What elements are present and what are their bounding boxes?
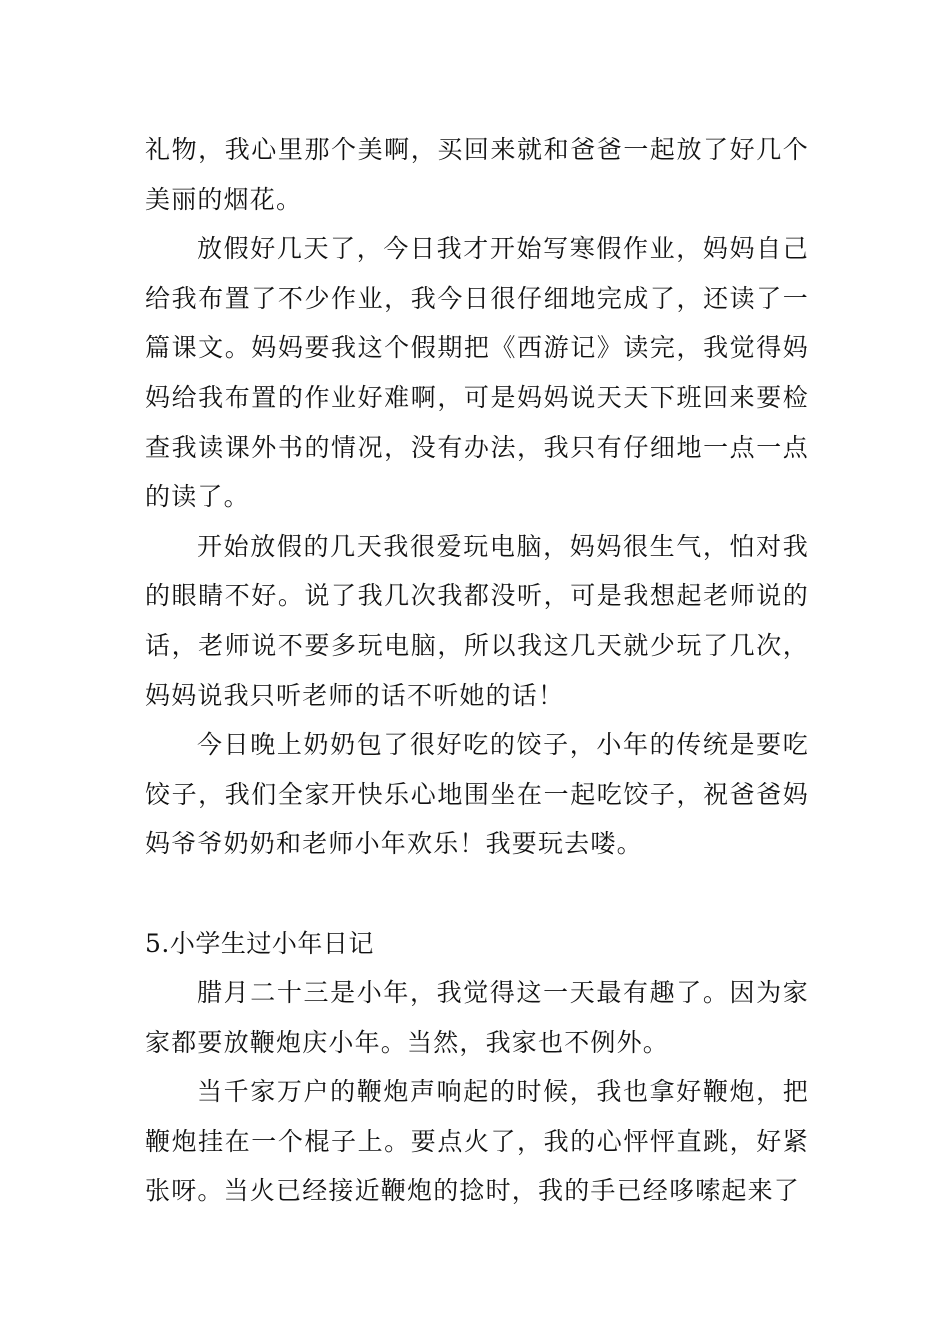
paragraph-4: 今日晚上奶奶包了很好吃的饺子，小年的传统是要吃饺子，我们全家开快乐心地围坐在一起吃饺子，祝爸爸妈妈爷爷奶奶和老师小年欢乐！我要玩去喽。 — [145, 730, 809, 859]
paragraph-6: 当千家万户的鞭炮声响起的时候，我也拿好鞭炮，把鞭炮挂在一个棍子上。要点火了，我的心怦怦直跳，好紧张呀。当火已经接近鞭炮的捻时，我的手已经哆嗦起来了 — [145, 1077, 809, 1206]
section-heading: 5.小学生过小年日记 — [145, 928, 374, 958]
paragraph-2: 放假好几天了，今日我才开始写寒假作业，妈妈自己给我布置了不少作业，我今日很仔细地完成了，还读了一篇课文。妈妈要我这个假期把《西游记》读完，我觉得妈妈给我布置的作业好难啊，可是妈妈说天天下班回来要检查我读课外书的情况，没有办法，我只有仔细地一点一点的读了。 — [145, 234, 809, 512]
section-spacer — [145, 869, 809, 919]
paragraph-5: 腊月二十三是小年，我觉得这一天最有趣了。因为家家都要放鞭炮庆小年。当然，我家也不例外。 — [145, 978, 809, 1057]
paragraph-3: 开始放假的几天我很爱玩电脑，妈妈很生气，怕对我的眼睛不好。说了我几次我都没听，可是我想起老师说的话，老师说不要多玩电脑，所以我这几天就少玩了几次，妈妈说我只听老师的话不听她的话！ — [145, 531, 809, 710]
document-body — [145, 125, 809, 1216]
paragraph-1: 礼物，我心里那个美啊，买回来就和爸爸一起放了好几个美丽的烟花。 — [145, 135, 809, 214]
